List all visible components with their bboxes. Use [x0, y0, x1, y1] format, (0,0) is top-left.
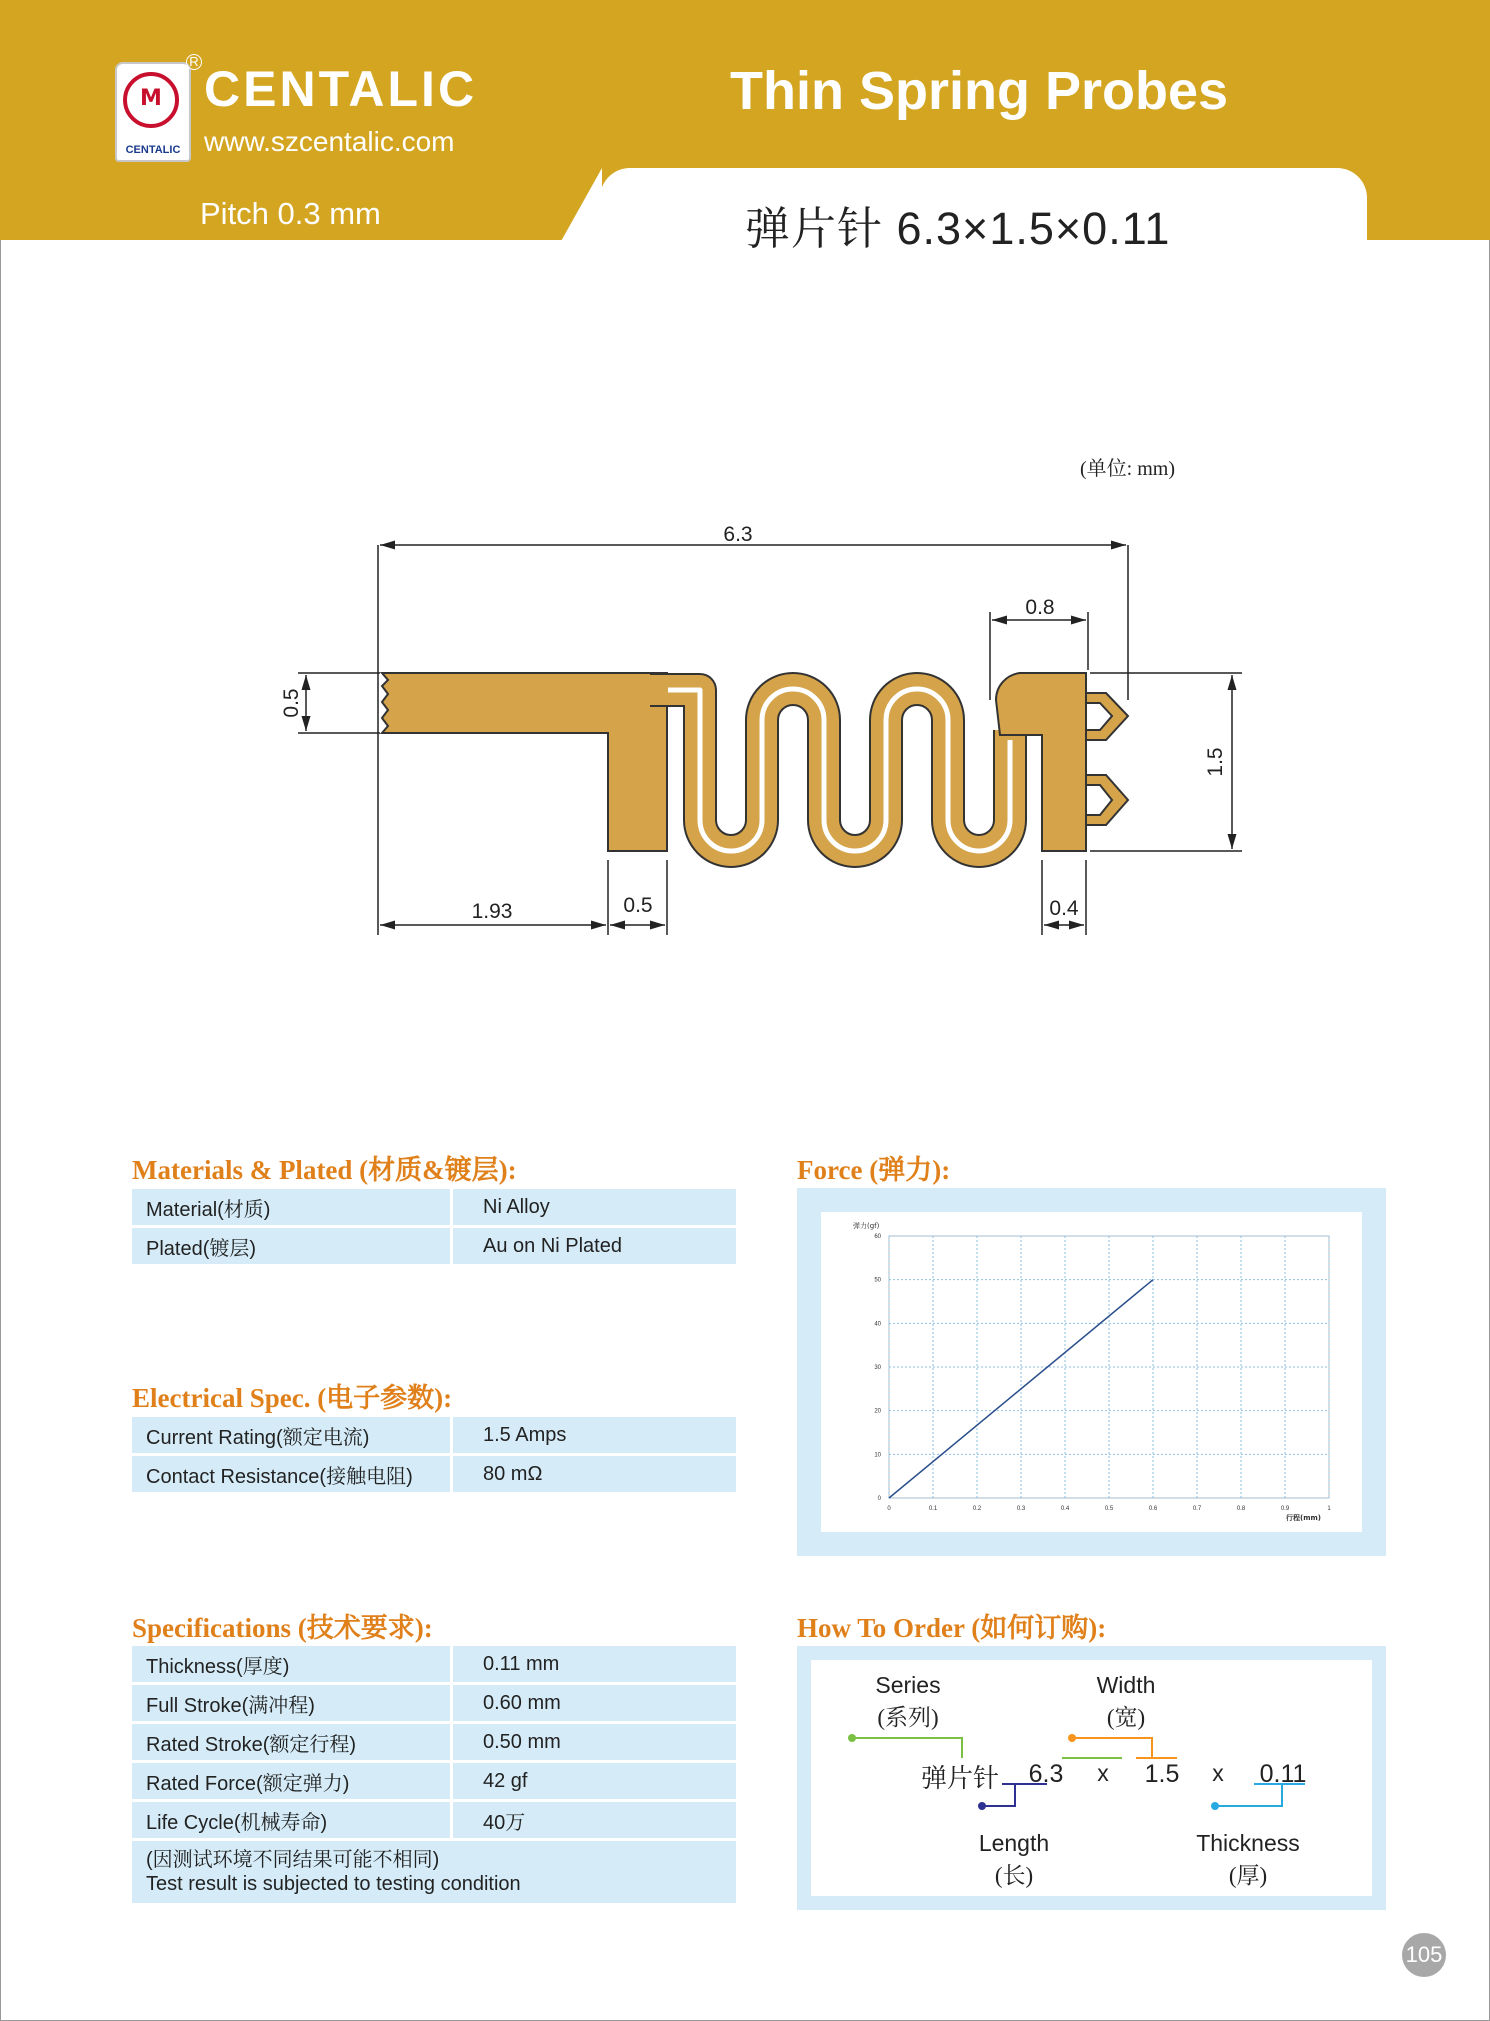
- order-series-label: Series: [875, 1672, 941, 1698]
- thickness-label: Thickness(厚度): [132, 1646, 450, 1682]
- order-code-width: 1.5: [1144, 1760, 1180, 1788]
- order-width-cn: (宽): [1106, 1705, 1146, 1730]
- x-tick-label: 0.8: [1236, 1506, 1246, 1512]
- order-thickness-cn: (厚): [1228, 1863, 1268, 1888]
- electrical-title: Electrical Spec. (电子参数):: [132, 1383, 453, 1413]
- table-row: [132, 1189, 736, 1225]
- table-row: [132, 1763, 736, 1799]
- table-row: [132, 1228, 736, 1264]
- order-length-label: Length: [978, 1830, 1050, 1856]
- table-row: [132, 1646, 736, 1682]
- product-title: 弹片针 6.3×1.5×0.11: [745, 203, 1171, 254]
- pitch-label: Pitch 0.3 mm: [200, 196, 381, 231]
- material-value: Ni Alloy: [450, 1189, 736, 1225]
- dim-leg-width: 0.5: [623, 894, 653, 917]
- rated-force-value: 42 gf: [450, 1763, 736, 1799]
- x-tick-label: 0.2: [972, 1506, 982, 1512]
- probe-spring-fill: [650, 689, 1010, 851]
- life-cycle-label: Life Cycle(机械寿命): [132, 1802, 450, 1838]
- specifications-table: [132, 1643, 736, 1906]
- rated-stroke-label: Rated Stroke(额定行程): [132, 1724, 450, 1760]
- x-tick-label: 0.1: [928, 1506, 938, 1512]
- force-chart-panel: [797, 1188, 1386, 1556]
- materials-table: [132, 1186, 736, 1267]
- electrical-table: [132, 1414, 736, 1495]
- table-row: [132, 1724, 736, 1760]
- materials-title: Materials & Plated (材质&镀层):: [132, 1155, 517, 1185]
- y-tick-label: 60: [874, 1234, 881, 1240]
- thickness-value: 0.11 mm: [450, 1646, 736, 1682]
- order-length-cn: (长): [994, 1863, 1034, 1888]
- dim-tail-height: 0.5: [280, 688, 303, 718]
- current-rating-label: Current Rating(额定电流): [132, 1417, 450, 1453]
- table-row: [132, 1417, 736, 1453]
- test-note: [132, 1841, 736, 1903]
- y-tick-label: 50: [874, 1277, 881, 1284]
- contact-resistance-value: 80 mΩ: [450, 1456, 736, 1492]
- spring-probe-shape: [382, 673, 1128, 851]
- page-number: 105: [1402, 1933, 1446, 1977]
- rated-stroke-value: 0.50 mm: [450, 1724, 736, 1760]
- y-tick-label: 10: [874, 1452, 881, 1459]
- test-note-cn: (因测试环境不同结果可能不相同): [146, 1849, 440, 1871]
- dim-end-width: 0.8: [1025, 596, 1055, 619]
- order-code-length: 6.3: [1028, 1760, 1064, 1788]
- probe-contact-tip-2: [1086, 775, 1128, 825]
- page-title: Thin Spring Probes: [730, 61, 1229, 121]
- registered-mark-icon: R: [186, 54, 202, 70]
- life-cycle-value: 40万: [450, 1802, 736, 1838]
- force-title: Force (弹力):: [797, 1155, 951, 1185]
- x-tick-label: 0.7: [1192, 1506, 1202, 1512]
- order-title: How To Order (如何订购):: [797, 1613, 1107, 1643]
- table-row: [132, 1841, 736, 1903]
- order-code-thickness: 0.11: [1259, 1760, 1307, 1788]
- x-axis-label: 行程(mm): [1286, 1514, 1321, 1522]
- order-thickness-label: Thickness: [1196, 1830, 1300, 1856]
- table-row: [132, 1685, 736, 1721]
- probe-contact-tip-1: [1086, 693, 1128, 740]
- dim-tail-length: 1.93: [471, 900, 513, 923]
- order-code-x2: x: [1212, 1760, 1224, 1786]
- logo-emblem-icon: M: [123, 72, 179, 128]
- contact-resistance-label: Contact Resistance(接触电阻): [132, 1456, 450, 1492]
- x-tick-label: 0.6: [1148, 1506, 1158, 1512]
- x-tick-label: 0.3: [1016, 1506, 1026, 1512]
- y-tick-label: 40: [874, 1321, 881, 1328]
- y-tick-label: 0: [877, 1496, 881, 1502]
- dim-end-leg-width: 0.4: [1049, 897, 1079, 920]
- order-code-x1: x: [1097, 1760, 1109, 1786]
- brand-name: CENTALIC: [204, 61, 478, 117]
- dim-height: 1.5: [1204, 747, 1227, 777]
- logo-label: CENTALIC: [125, 144, 181, 156]
- rated-force-label: Rated Force(额定弹力): [132, 1763, 450, 1799]
- x-tick-label: 0.4: [1060, 1506, 1070, 1512]
- specifications-title: Specifications (技术要求):: [132, 1613, 433, 1643]
- current-rating-value: 1.5 Amps: [450, 1417, 736, 1453]
- force-chart-frame: [821, 1212, 1362, 1532]
- plated-label: Plated(镀层): [132, 1228, 450, 1264]
- material-label: Material(材质): [132, 1189, 450, 1225]
- table-row: [132, 1802, 736, 1838]
- dim-total-length: 6.3: [723, 523, 753, 546]
- order-width-label: Width: [1096, 1672, 1156, 1698]
- x-tick-label: 0: [887, 1506, 891, 1512]
- x-tick-label: 0.5: [1104, 1506, 1114, 1512]
- full-stroke-value: 0.60 mm: [450, 1685, 736, 1721]
- y-tick-label: 20: [874, 1408, 881, 1415]
- website-url: www.szcentalic.com: [204, 126, 455, 157]
- full-stroke-label: Full Stroke(满冲程): [132, 1685, 450, 1721]
- technical-drawing: [0, 0, 1490, 1000]
- x-tick-label: 0.9: [1280, 1506, 1290, 1512]
- force-chart: [821, 1212, 1362, 1532]
- y-axis-label: 弹力(gf): [853, 1222, 880, 1230]
- plated-value: Au on Ni Plated: [450, 1228, 736, 1264]
- x-tick-label: 1: [1327, 1506, 1331, 1512]
- y-tick-label: 30: [874, 1365, 881, 1371]
- order-series-cn: (系列): [877, 1705, 939, 1730]
- order-code-series: 弹片针: [920, 1764, 999, 1793]
- table-row: [132, 1456, 736, 1492]
- probe-tail: [382, 673, 667, 851]
- test-note-en: Test result is subjected to testing condition: [146, 1873, 521, 1895]
- unit-label: (单位: mm): [1080, 458, 1175, 480]
